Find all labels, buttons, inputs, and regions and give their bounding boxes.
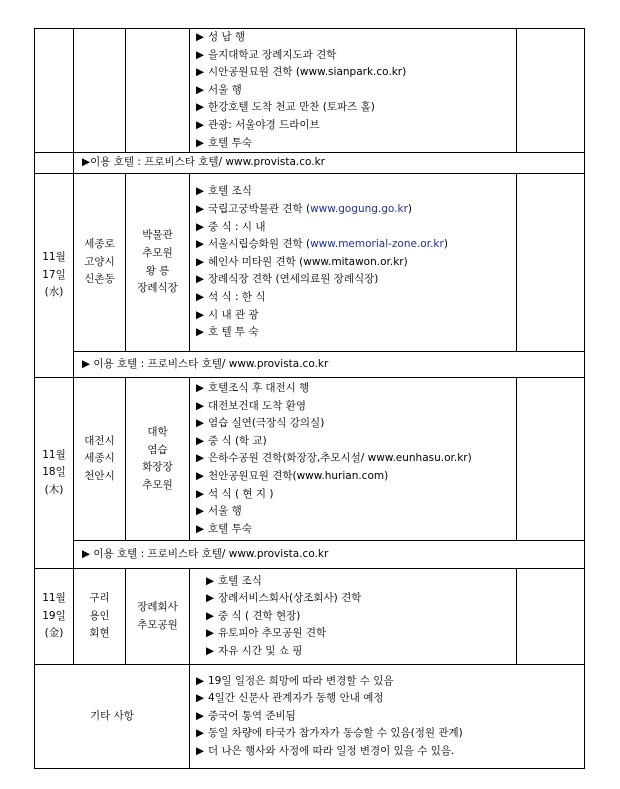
program-item-text: 19일 일정은 희망에 따라 변경할 수 있음 [208, 674, 394, 687]
bullet-triangle-icon: ▶ [196, 118, 205, 131]
location-1: 구리 [89, 592, 110, 605]
date-weekday: (水) [44, 286, 64, 299]
place-2: 추모공원 [137, 618, 178, 631]
bullet-triangle-icon: ▶ [196, 417, 205, 430]
bullet-triangle-icon: ▶ [206, 574, 215, 587]
place-1: 박물관 [142, 229, 173, 242]
program-item-text: 자유 시간 및 쇼 핑 [218, 645, 303, 658]
bullet-triangle-icon: ▶ [196, 487, 205, 500]
program-item-text: 국립고궁박물관 견학 ( [208, 203, 311, 216]
bullet-triangle-icon: ▶ [196, 505, 205, 518]
location-3: 회현 [89, 627, 110, 640]
program-item-text: 호텔 조식 [218, 574, 262, 587]
bullet-triangle-icon: ▶ [196, 255, 205, 268]
program-item [196, 433, 516, 451]
bullet-triangle-icon: ▶ [196, 381, 205, 394]
program-item [196, 117, 516, 135]
bullet-triangle-icon: ▶ [196, 31, 205, 43]
program-item-text: 대전보건대 도착 환영 [208, 399, 306, 412]
program-cell [190, 378, 517, 541]
place-2: 추모원 [142, 247, 173, 260]
place-cell [126, 378, 190, 541]
program-item-text: 염습 실연(극장식 강의실) [208, 417, 325, 430]
bullet-triangle-icon: ▶ [206, 627, 215, 640]
program-item [196, 468, 516, 486]
program-item [196, 486, 516, 504]
program-item [196, 307, 516, 325]
bullet-triangle-icon: ▶ [196, 136, 205, 149]
program-item [196, 47, 516, 65]
program-item-text: 시 내 관 광 [208, 308, 259, 321]
program-item-text: 서울 행 [208, 83, 242, 96]
schedule-row-18 [35, 378, 585, 541]
program-item [196, 521, 516, 539]
date-cell [35, 29, 74, 153]
bullet-triangle-icon: ▶ [196, 522, 205, 535]
program-item-text: 호 텔 투 숙 [208, 326, 259, 339]
place-2: 염습 [147, 443, 168, 456]
bullet-triangle-icon: ▶ [196, 101, 205, 114]
place-3: 왕 릉 [145, 264, 170, 277]
hotel-info: ▶이용 호텔 : 프로비스타 호텔/ www.provista.co.kr [74, 153, 585, 174]
program-item-text: 호텔 조식 [208, 185, 252, 198]
program-item-text: 서울 행 [208, 505, 242, 518]
program-item [196, 690, 584, 708]
bullet-triangle-icon: ▶ [196, 709, 205, 722]
date-day: 17일 [42, 268, 66, 281]
bullet-triangle-icon: ▶ [196, 692, 205, 705]
program-item-text: 은하수공원 견학(화장장,추모시설/ www.eunhasu.or.kr) [208, 452, 472, 465]
note-cell [517, 569, 585, 665]
etc-row [35, 665, 585, 769]
note-cell [517, 29, 585, 153]
date-day: 19일 [42, 609, 66, 622]
bullet-triangle-icon: ▶ [196, 273, 205, 286]
program-item-text: 석 식 ( 현 지 ) [208, 487, 274, 500]
schedule-row-17 [35, 174, 585, 352]
place-4: 추모원 [142, 478, 173, 491]
program-item [196, 398, 516, 416]
bullet-triangle-icon: ▶ [196, 66, 205, 79]
program-item-text: 을지대학교 장례지도과 견학 [208, 48, 337, 61]
location-cell [74, 174, 126, 352]
hotel-row [35, 153, 585, 174]
program-item [206, 590, 516, 608]
etc-label: 기타 사항 [35, 665, 190, 769]
bullet-triangle-icon: ▶ [196, 674, 205, 687]
program-item-text: 장례서비스회사(상조회사) 견학 [218, 592, 362, 605]
bullet-triangle-icon: ▶ [206, 609, 215, 622]
program-item-tail: ) [407, 203, 413, 216]
program-list [206, 573, 516, 661]
program-item-text: 관광: 서울야경 드라이브 [208, 118, 320, 131]
program-item [196, 135, 516, 153]
etc-notes-cell [190, 665, 585, 769]
hotel-row [35, 352, 585, 378]
program-item [196, 254, 516, 272]
program-item [196, 183, 516, 201]
program-item [196, 380, 516, 398]
program-item-link[interactable]: www.gogung.go.kr [310, 203, 408, 216]
hotel-info: ▶ 이용 호텔 : 프로비스타 호텔/ www.provista.co.kr [74, 541, 585, 569]
program-item [196, 271, 516, 289]
program-list [196, 183, 516, 341]
bullet-triangle-icon: ▶ [196, 48, 205, 61]
bullet-triangle-icon: ▶ [196, 238, 205, 251]
program-item [196, 99, 516, 117]
bullet-triangle-icon: ▶ [196, 745, 205, 758]
program-item-text: 더 나은 행사와 사정에 따라 일정 변경이 있을 수 있음. [208, 745, 455, 758]
bullet-triangle-icon: ▶ [196, 399, 205, 412]
date-month: 11월 [42, 592, 66, 605]
bullet-triangle-icon: ▶ [196, 220, 205, 233]
program-item [196, 450, 516, 468]
place-1: 대학 [147, 425, 168, 438]
date-cell [35, 378, 74, 569]
location-2: 고양시 [84, 255, 115, 268]
bullet-triangle-icon: ▶ [206, 645, 215, 658]
bullet-triangle-icon: ▶ [196, 434, 205, 447]
program-item-text: 헤인사 미타원 견학 (www.mitawon.or.kr) [208, 255, 408, 268]
program-item-text: 중국어 통역 준비됨 [208, 709, 296, 722]
program-item [196, 236, 516, 254]
date-cell [35, 569, 74, 665]
place-cell [126, 174, 190, 352]
bullet-triangle-icon: ▶ [196, 452, 205, 465]
bullet-triangle-icon: ▶ [196, 308, 205, 321]
date-day: 18일 [42, 466, 66, 479]
date-month: 11월 [42, 251, 66, 264]
location-1: 대전시 [84, 434, 115, 447]
program-cell [190, 174, 517, 352]
program-item [196, 708, 584, 726]
program-item [196, 82, 516, 100]
program-list [196, 380, 516, 538]
program-item [196, 743, 584, 761]
program-item-link[interactable]: www.memorial-zone.or.kr [310, 238, 444, 251]
date-month: 11월 [42, 448, 66, 461]
program-item-text: 한강호텔 도착 천교 만찬 (토파즈 홀) [208, 101, 375, 114]
program-cell [190, 29, 517, 153]
location-3: 천안시 [84, 469, 115, 482]
program-item-tail: ) [443, 238, 448, 251]
program-item [206, 573, 516, 591]
bullet-triangle-icon: ▶ [196, 291, 205, 304]
program-item-text: 중 식 : 시 내 [208, 220, 266, 233]
schedule-row-19 [35, 569, 585, 665]
program-item-text: 천안공원묘원 견학(www.hurian.com) [208, 469, 389, 482]
program-item-text: 호텔 투숙 [208, 522, 252, 535]
program-item [196, 324, 516, 342]
program-item [196, 415, 516, 433]
place-cell [126, 29, 190, 153]
schedule-table [34, 28, 585, 769]
hotel-info: ▶ 이용 호텔 : 프로비스타 호텔/ www.provista.co.kr [74, 352, 585, 378]
location-cell [74, 378, 126, 541]
place-cell [126, 569, 190, 665]
place-4: 장례식장 [137, 282, 178, 295]
location-2: 세종시 [84, 452, 115, 465]
program-item [196, 64, 516, 82]
program-item-text: 시안공원묘원 견학 (www.sianpark.co.kr) [208, 66, 407, 79]
program-item-text: 성 남 행 [208, 31, 246, 43]
program-item [196, 503, 516, 521]
hotel-row [35, 541, 585, 569]
program-item [196, 725, 584, 743]
location-1: 세종로 [84, 238, 115, 251]
program-item [196, 219, 516, 237]
bullet-triangle-icon: ▶ [196, 185, 205, 198]
date-weekday: (金) [44, 627, 64, 640]
program-list [196, 29, 516, 152]
program-item-text: 호텔조식 후 대전시 행 [208, 381, 310, 394]
program-item-text: 유토피아 추모공원 견학 [218, 627, 327, 640]
schedule-row-16 [35, 29, 585, 153]
program-item-text: 서울시립승화원 견학 ( [208, 238, 311, 251]
program-item-text: 동일 차량에 타국가 참가자가 동승할 수 있음(정원 관계) [208, 727, 463, 740]
program-item [206, 643, 516, 661]
place-1: 장례회사 [137, 601, 178, 614]
program-item [196, 29, 516, 47]
program-cell [190, 569, 517, 665]
etc-list [196, 673, 584, 761]
place-3: 화장장 [142, 461, 173, 474]
date-weekday: (木) [44, 483, 64, 496]
bullet-triangle-icon: ▶ [196, 469, 205, 482]
location-cell [74, 29, 126, 153]
bullet-triangle-icon: ▶ [196, 727, 205, 740]
program-item [196, 289, 516, 307]
date-cell [35, 153, 74, 174]
program-item [196, 201, 516, 219]
program-item [206, 625, 516, 643]
bullet-triangle-icon: ▶ [206, 592, 215, 605]
location-3: 신촌동 [84, 273, 115, 286]
program-item-text: 중 식 ( 견학 현장) [218, 609, 301, 622]
bullet-triangle-icon: ▶ [196, 203, 205, 216]
location-cell [74, 569, 126, 665]
program-item-text: 호텔 투숙 [208, 136, 252, 149]
note-cell [517, 378, 585, 541]
program-item-text: 석 식 : 한 식 [208, 291, 266, 304]
program-item-text: 4일간 신문사 관계자가 동행 안내 예정 [208, 692, 384, 705]
program-item-text: 중 식 (학 교) [208, 434, 267, 447]
program-item [206, 608, 516, 626]
note-cell [517, 174, 585, 352]
location-2: 용인 [89, 609, 110, 622]
bullet-triangle-icon: ▶ [196, 326, 205, 339]
date-cell [35, 174, 74, 378]
program-item [196, 673, 584, 691]
program-item-text: 장례식장 견학 (연세의료원 장례식장) [208, 273, 379, 286]
bullet-triangle-icon: ▶ [196, 83, 205, 96]
